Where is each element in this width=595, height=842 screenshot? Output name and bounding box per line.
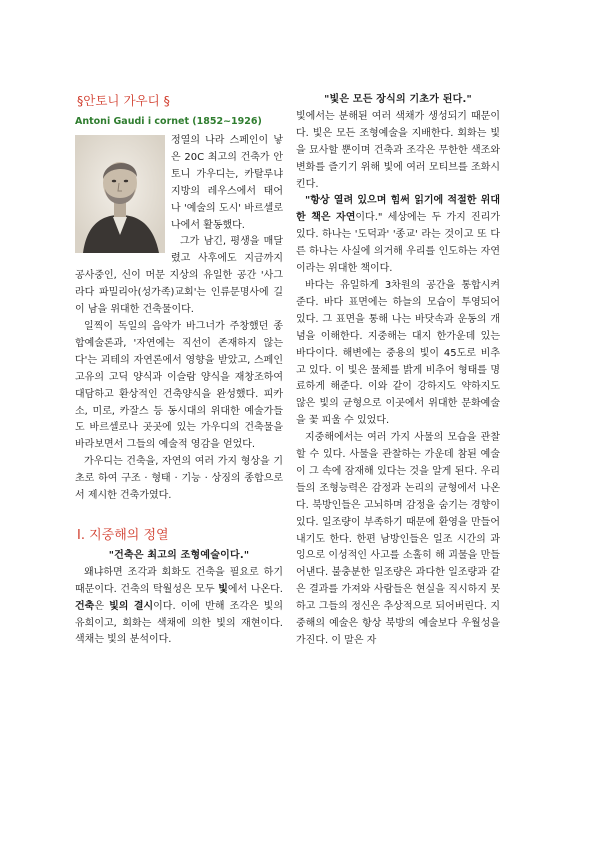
right-paragraph-1: 빛에서는 분해된 여러 색채가 생성되기 때문이다. 빛은 모든 조형예술을 지배한다. 회화는 빛을 묘사할 뿐이며 건축과 조각은 무한한 색조와 변화를 즐기기 위해 빛에 여러 모티브를 조화시킨다. — [296, 110, 500, 190]
right-column — [296, 92, 500, 650]
left-paragraph-2: 일찍이 독일의 음악가 바그너가 주창했던 종합예술론과, '자연에는 직선이 존재하지 않는다'는 괴테의 자연론에서 영향을 받았고, 스페인 고유의 고딕 양식과 이슬람 양식을 재창조하여 대담하고 환상적인 건축양식을 완성했다. 피카소, 미로, 카잘스 등 동시대의 위대한 예술가들도 바르셀로나 곳곳에 있는 가우디의 건축물을 바라보면서 그들의 예술적 영감을 얻었다. — [75, 320, 283, 451]
portrait-image — [75, 135, 165, 253]
section-paragraph: 왜냐하면 조각과 회화도 건축을 필요로 하기 때문이다. 건축의 탁월성은 모두 빛에서 나온다. 건축은 빛의 결시이다. 이에 반해 조각은 빛의 유희이고, 회화는 색채에 의한 빛의 재현이다. 색채는 빛의 분석이다. — [75, 566, 283, 646]
right-paragraph-2: "항상 열려 있으며 힘써 읽기에 적절한 위대한 책은 자연이다." 세상에는 두 가지 진리가 있다. 하나는 '도덕과' '종교' 라는 것이고 또 다른 하나는 사실에 의거해 우리를 인도하는 자연이라는 위대한 책이다. — [296, 195, 500, 275]
section-quote: "건축은 최고의 조형예술이다." — [108, 549, 250, 561]
intro-block — [75, 133, 283, 234]
intro-paragraph: 정열의 나라 스페인이 낳은 20C 최고의 건축가 안토니 가우디는, 카탈루냐 지방의 레우스에서 태어나 '예술의 도시' 바르셀로나에서 활동했다. — [171, 135, 283, 231]
page-subtitle: Antoni Gaudi i cornet (1852~1926) — [75, 116, 262, 127]
page-title: §안토니 가우디 § — [77, 93, 170, 108]
left-paragraph-1: 그가 남긴, 평생을 매달렸고 사후에도 지금까지 공사중인, 신이 머문 지상의 유일한 공간 '사그라다 파밀리아(성가족)교회'는 인류문명사에 길이 남을 위대한 건축물이다. — [75, 236, 283, 316]
left-column — [75, 92, 283, 649]
right-paragraph-3: 바다는 유일하게 3차원의 공간을 통합시켜 준다. 바다 표면에는 하늘의 모습이 투영되어 있다. 그 표면을 통해 나는 바닷속과 운동의 개념을 이해한다. 지중해는 대지 한가운데 있는 바다이다. 해변에는 중용의 빛이 45도로 비추고 있다. 이 빛은 물체를 밝게 비추어 형태를 명료하게 해준다. 이와 같이 강하지도 약하지도 않은 빛의 균형으로 이곳에서 위대한 문화예술을 꽃 피울 수 있었다. — [296, 279, 500, 427]
right-paragraph-4: 지중해에서는 여러 가지 사물의 모습을 관찰할 수 있다. 사물을 관찰하는 가운데 참된 예술이 그 속에 잠재해 있다는 것을 알게 된다. 우리들의 조형능력은 감정과 논리의 균형에서 나온다. 북방인들은 고뇌하며 감정을 숨기는 경향이 있다. 일조량이 부족하기 때문에 환영을 만들어 내기도 한다. 한편 남방인들은 일조 시간의 과잉으로 이성적인 사고를 소홀히 해 괴물을 만들어낸다. 불충분한 일조량은 과다한 일조량과 같은 결과를 가져와 사람들은 현실을 직시하지 못하고 그들의 정신은 추상적으로 되어버린다. 지중해의 예술은 항상 북방의 예술보다 우월성을 가진다. 이 말은 자 — [296, 432, 500, 646]
left-paragraph-3: 가우디는 건축을, 자연의 여러 가지 형상을 기초로 하여 구조 · 형태 · 기능 · 상징의 종합으로서 제시한 건축가였다. — [75, 456, 283, 502]
right-quote-1: "빛은 모든 장식의 기초가 된다." — [324, 94, 472, 105]
section-heading: Ⅰ. 지중해의 정열 — [77, 527, 169, 543]
